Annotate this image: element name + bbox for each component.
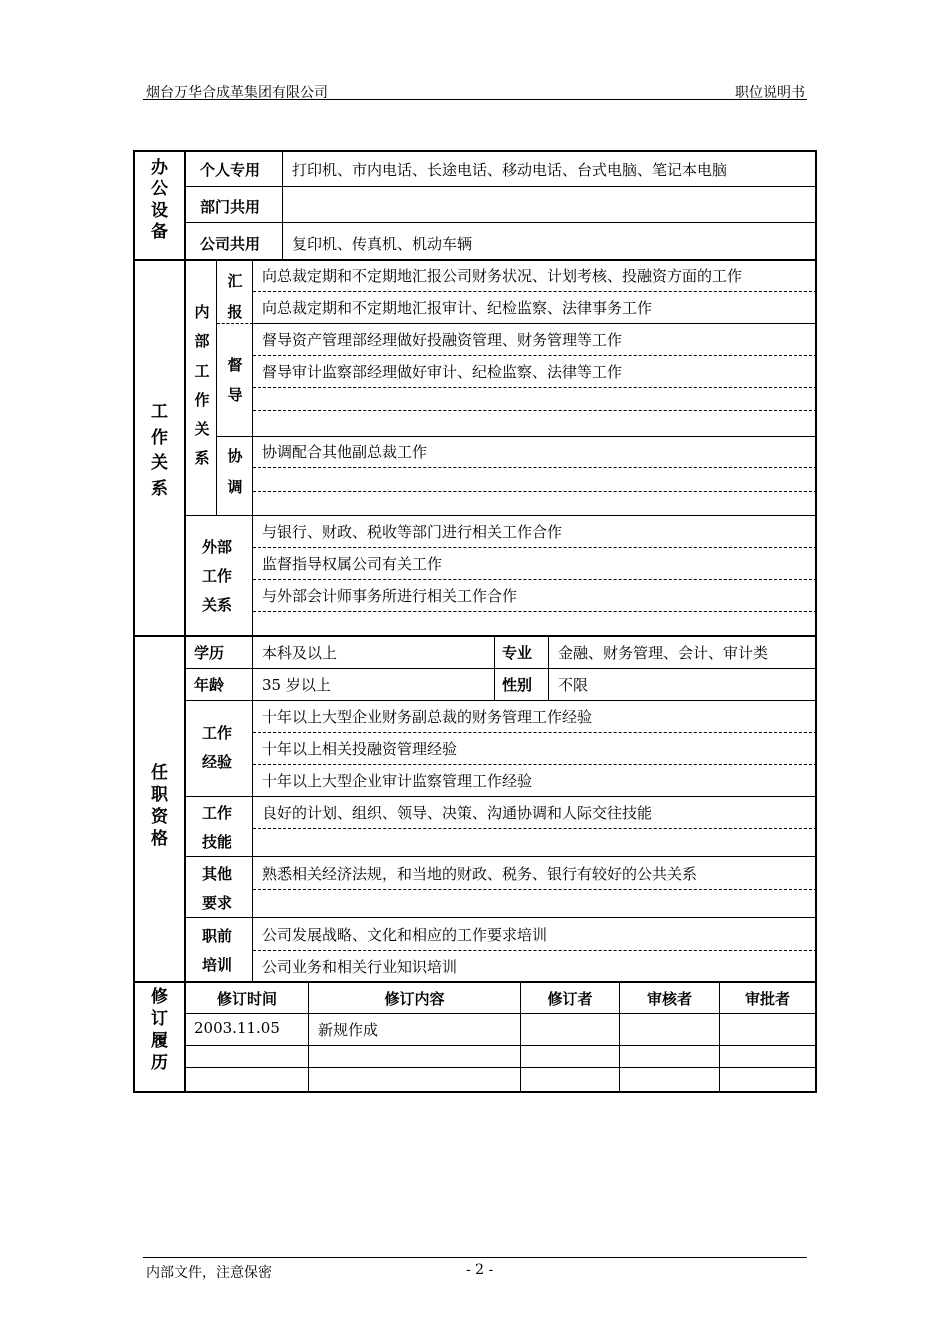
section-divider-qualification xyxy=(133,635,817,637)
supervise-item: 督导资产管理部经理做好投融资管理、财务管理等工作 xyxy=(262,331,623,349)
education-label: 学历 xyxy=(194,644,225,662)
report-item: 向总裁定期和不定期地汇报审计、纪检监察、法律事务工作 xyxy=(262,299,653,317)
revision-header-date: 修订时间 xyxy=(216,990,277,1008)
dashed-rule xyxy=(253,764,817,765)
office-label-divider xyxy=(282,150,283,260)
experience-label: 经验 xyxy=(202,753,233,771)
header-company: 烟台万华合成革集团有限公司 xyxy=(146,85,328,101)
skills-label: 技能 xyxy=(202,833,233,851)
report-label: 汇 报 xyxy=(227,272,243,321)
external-relations-label: 关系 xyxy=(202,596,233,614)
external-item: 与银行、财政、税收等部门进行相关工作合作 xyxy=(262,523,563,541)
dashed-rule xyxy=(253,467,817,468)
experience-item: 十年以上相关投融资管理经验 xyxy=(262,740,458,758)
dashed-rule xyxy=(253,611,817,612)
dashed-rule xyxy=(253,491,817,492)
row-rule xyxy=(185,1067,817,1068)
row-rule xyxy=(185,917,817,918)
revision-section-title: 修 订 履 历 xyxy=(151,987,168,1074)
dashed-rule xyxy=(253,732,817,733)
header-doc-title: 职位说明书 xyxy=(735,85,805,101)
header-rule xyxy=(143,99,807,100)
dashed-rule xyxy=(253,410,817,411)
training-item: 公司发展战略、文化和相应的工作要求培训 xyxy=(262,926,548,944)
major-value: 金融、财务管理、会计、审计类 xyxy=(558,644,769,662)
other-item: 熟悉相关经济法规，和当地的财政、税务、银行有较好的公共关系 xyxy=(262,865,698,883)
age-label: 年龄 xyxy=(194,676,225,694)
footer-confidential: 内部文件，注意保密 xyxy=(146,1265,272,1281)
training-item: 公司业务和相关行业知识培训 xyxy=(262,958,458,976)
row-rule xyxy=(185,796,817,797)
external-relations-label: 外部 xyxy=(202,538,233,556)
major-label: 专业 xyxy=(502,644,533,662)
office-section-title: 办 公 设 备 xyxy=(151,158,168,242)
training-label: 培训 xyxy=(202,956,233,974)
footer-page-number: - 2 - xyxy=(466,1262,494,1278)
dashed-rule xyxy=(253,387,817,388)
dashed-rule xyxy=(253,547,817,548)
supervise-bottom-rule xyxy=(217,436,817,437)
dashed-rule xyxy=(253,579,817,580)
row-rule xyxy=(185,1045,817,1046)
office-personal-label: 个人专用 xyxy=(200,161,261,179)
gender-label: 性别 xyxy=(502,676,533,694)
gender-value: 不限 xyxy=(558,676,589,694)
qualification-section-title: 任 职 资 格 xyxy=(151,763,168,850)
experience-item: 十年以上大型企业审计监察管理工作经验 xyxy=(262,772,533,790)
coordinate-label: 协 调 xyxy=(227,447,243,496)
revision-row-content: 新规作成 xyxy=(318,1021,379,1039)
row-rule xyxy=(185,1013,817,1014)
office-department-label: 部门共用 xyxy=(200,198,261,216)
internal-bottom-rule xyxy=(185,515,817,516)
office-row-divider xyxy=(185,186,817,187)
dashed-rule xyxy=(253,889,817,890)
supervise-item: 督导审计监察部经理做好审计、纪检监察、法律等工作 xyxy=(262,363,623,381)
internal-label-divider xyxy=(216,260,217,516)
training-label: 职前 xyxy=(202,927,233,945)
revision-header-reviser: 修订者 xyxy=(547,990,593,1008)
skills-label: 工作 xyxy=(202,804,233,822)
office-company-label: 公司共用 xyxy=(200,235,261,253)
dashed-rule xyxy=(253,828,817,829)
section-divider-relations xyxy=(133,259,817,261)
other-label: 要求 xyxy=(202,894,233,912)
experience-item: 十年以上大型企业财务副总裁的财务管理工作经验 xyxy=(262,708,593,726)
age-value: 35 岁以上 xyxy=(262,676,331,694)
qualification-label-divider xyxy=(252,636,253,982)
section-divider-revision xyxy=(133,981,817,983)
education-value: 本科及以上 xyxy=(262,644,338,662)
report-item: 向总裁定期和不定期地汇报公司财务状况、计划考核、投融资方面的工作 xyxy=(262,267,743,285)
office-personal-value: 打印机、市内电话、长途电话、移动电话、台式电脑、笔记本电脑 xyxy=(292,161,728,179)
coordinate-item: 协调配合其他副总裁工作 xyxy=(262,443,428,461)
report-bottom-rule xyxy=(253,323,817,324)
revision-header-approver: 审批者 xyxy=(744,990,790,1008)
dashed-rule xyxy=(217,323,253,324)
revision-row-date: 2003.11.05 xyxy=(194,1019,280,1037)
dashed-rule xyxy=(253,291,817,292)
revision-header-reviewer: 审核者 xyxy=(646,990,692,1008)
other-label: 其他 xyxy=(202,865,233,883)
row-rule xyxy=(185,700,817,701)
office-company-value: 复印机、传真机、机动车辆 xyxy=(292,235,473,253)
footer-rule xyxy=(143,1257,807,1258)
section-column-divider xyxy=(184,150,186,1093)
row-rule xyxy=(185,668,817,669)
experience-label: 工作 xyxy=(202,724,233,742)
external-item: 与外部会计师事务所进行相关工作合作 xyxy=(262,587,518,605)
internal-relations-label: 内 部 工 作 关 系 xyxy=(194,303,210,468)
dashed-rule xyxy=(253,950,817,951)
external-item: 监督指导权属公司有关工作 xyxy=(262,555,443,573)
relations-section-title: 工 作 关 系 xyxy=(151,402,168,499)
row-rule xyxy=(185,856,817,857)
supervise-label: 督 导 xyxy=(227,356,243,404)
external-relations-label: 工作 xyxy=(202,567,233,585)
dashed-rule xyxy=(253,355,817,356)
office-row-divider xyxy=(185,222,817,223)
skills-item: 良好的计划、组织、领导、决策、沟通协调和人际交往技能 xyxy=(262,804,653,822)
revision-header-content: 修订内容 xyxy=(384,990,445,1008)
